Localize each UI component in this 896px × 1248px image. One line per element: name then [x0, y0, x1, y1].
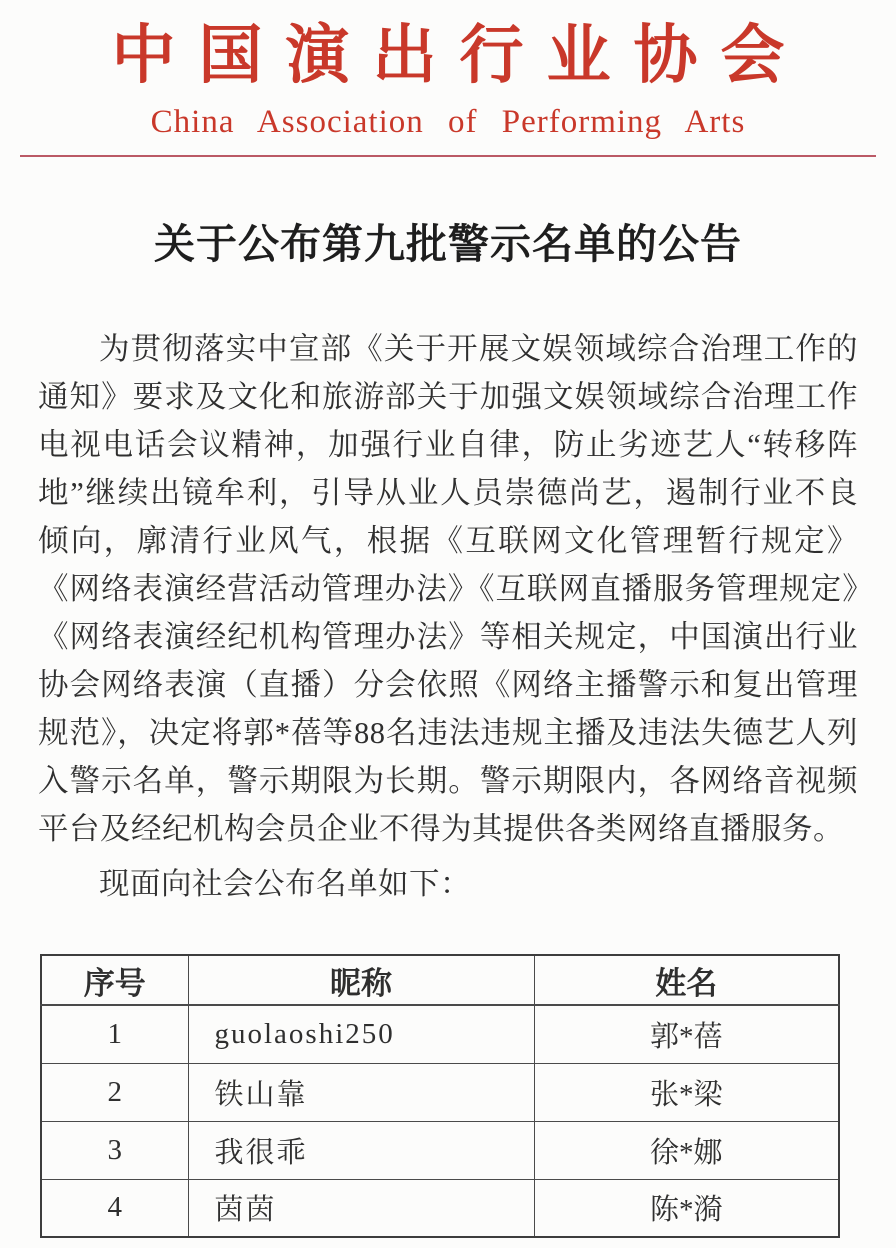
org-name-english: China Association of Performing Arts: [150, 104, 746, 140]
cell-number: 3: [41, 1121, 188, 1179]
column-header-number: 序号: [41, 955, 188, 1005]
cell-nickname: guolaoshi250: [188, 1005, 534, 1063]
table-row: [41, 1179, 839, 1237]
column-header-name: 姓名: [534, 955, 839, 1005]
table-row: [41, 1063, 839, 1121]
org-name-chinese: 中国演出行业协会: [111, 20, 808, 91]
letterhead-divider: [20, 155, 876, 157]
table-row: [41, 1121, 839, 1179]
cell-name: 郭*蓓: [534, 1005, 839, 1063]
announcement-title: 关于公布第九批警示名单的公告: [154, 221, 742, 267]
cell-nickname: 我很乖: [188, 1121, 534, 1179]
cell-nickname: 铁山靠: [188, 1063, 534, 1121]
cell-number: 1: [41, 1005, 188, 1063]
table-header-row: [41, 955, 839, 1005]
cell-number: 4: [41, 1179, 188, 1237]
warning-list-table: [40, 954, 840, 1238]
cell-nickname: 茵茵: [188, 1179, 534, 1237]
cell-name: 张*梁: [534, 1063, 839, 1121]
announcement-paragraph-2: 现面向社会公布名单如下：: [99, 867, 471, 901]
cell-number: 2: [41, 1063, 188, 1121]
letterhead: [0, 16, 896, 157]
announcement-paragraph-1: 为贯彻落实中宣部《关于开展文娱领域综合治理工作的通知》要求及文化和旅游部关于加强文娱领域综合治理工作电视电话会议精神，加强行业自律，防止劣迹艺人“转移阵地”继续出镜牟利，引导从业人员崇德尚艺，遏制行业不良倾向，廓清行业风气，根据《互联网文化管理暂行规定》《网络表演经营活动管理办法》《互联网直播服务管理规定》《网络表演经纪机构管理办法》等相关规定，中国演出行业协会网络表演（直播）分会依照《网络主播警示和复出管理规范》，决定将郭*蓓等88名违法违规主播及违法失德艺人列入警示名单，警示期限为长期。警示期限内，各网络音视频平台及经纪机构会员企业不得为其提供各类网络直播服务。: [38, 332, 858, 846]
table-row: [41, 1005, 839, 1063]
cell-name: 徐*娜: [534, 1121, 839, 1179]
cell-name: 陈*漪: [534, 1179, 839, 1237]
column-header-nickname: 昵称: [188, 955, 534, 1005]
